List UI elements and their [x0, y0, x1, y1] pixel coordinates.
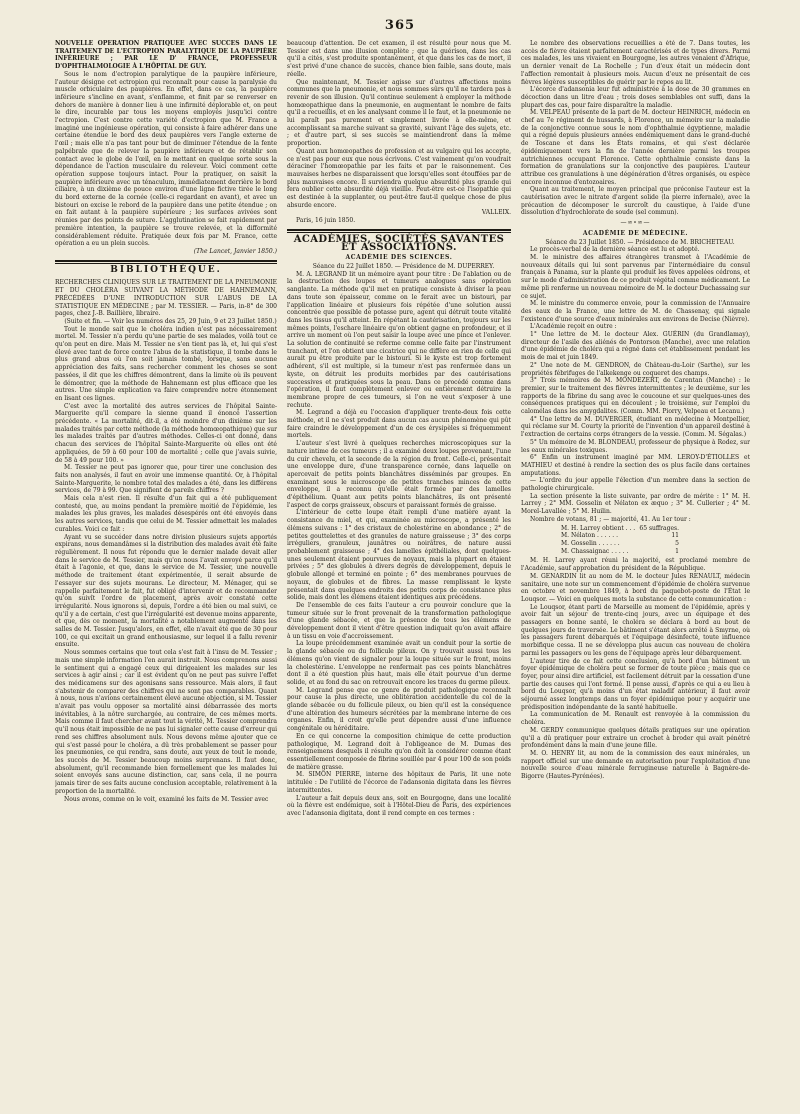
subsection-title-academie-sciences: ACADÉMIE DES SCIENCES.: [345, 254, 453, 262]
paragraph: M. Legrand a déjà eu l'occasion d'appliquer trente-deux fois cette méthode, et il ne s'est produit dans aucun cas aucun phénomène qui pût faire craindre le développement d'un de ces érysipèles si fréquemment mortels.: [287, 409, 511, 440]
section-title-bibliotheque: BIBLIOTHÈQUE.: [110, 264, 222, 275]
ornament-divider: —∞∘∞—: [620, 219, 651, 227]
paragraph: M. SIMON PIERRE, interne des hôpitaux de Paris, lit une note intitulée : De l'utilité de l'écorce de l'adansonia digitata dans les fièvres intermittentes.: [287, 771, 511, 794]
column-left: [55, 40, 277, 1106]
vote-count: 1: [675, 547, 679, 555]
paragraph: M. le ministre du commerce envoie, pour la commission de l'Annuaire des eaux de la France, une lettre de M. de Chassenay, qui signale l'existence d'une source d'eaux minérales aux environs de Decise (Nièvre).: [521, 300, 750, 323]
paragraph: Quant au traitement, le moyen principal que préconise l'auteur est la cautérisation avec le nitrate d'argent solide (la pierre infernale), avec la précaution de décomposer le surcroît du caustique, à l'aide d'une dissolution d'hydrochlorate de soude (sel commun).: [521, 186, 750, 217]
vote-count: 65 suffrages.: [639, 524, 679, 532]
paragraph: beaucoup d'attention. De cet examen, il est résulté pour nous que M. Tessier est dans une illusion complète ; que la guérison, dans les cas qu'il a cités, s'est produite spontanément, et que dans les cas de mort, il s'est privé d'une chance de succès, chance bien faible, sans doute, mais réelle.: [287, 40, 511, 78]
paragraph: M. O. HENRY lit, au nom de la commission des eaux minérales, un rapport officiel sur une demande en autorisation pour l'exploitation d'une nouvelle source d'eau minérale ferrugineuse naturelle à Bagnère-de-Bigorre (Hautes-Pyrénées).: [521, 749, 750, 781]
vote-candidate: M. Nélaton . . . . . .: [561, 532, 619, 540]
vote-count: 5: [675, 540, 679, 547]
paragraph: L'auteur a fait depuis deux ans, soit en Bourgogne, dans une localité où la fièvre est endémique, soit à l'Hôtel-Dieu de Paris, des expériences avec l'adansonia digitata, dont il rend compte en ces termes :: [287, 794, 511, 817]
vote-candidate: M. H. Larrey obtient . . .: [561, 524, 636, 532]
paragraph: L'auteur s'est livré à quelques recherches microscopiques sur la nature intime de ces tumeurs ; il a examiné deux loupes provenant, l'une du cuir chevelu, et la seconde de la région du front. Celle-ci, présentait une enveloppe dure, d'une transparence cornée, dans laquelle on apercevait de petits points blanchâtres disséminés par groupes. En examinant sous le microscope de petites tranches minces de cette enveloppe, il a reconnu qu'elle était formée par des lamelles d'épithélium. Quant aux petits points blanchâtres, ils ont présenté l'aspect de corps graisseux, obscurs et paraissant formés de graisse.: [287, 440, 511, 509]
paragraph: L'auteur tire de ce fait cette conclusion, qu'à bord d'un bâtiment un foyer épidémique de choléra peut se former de toute pièce ; mais que ce foyer, pour ainsi dire artificiel, est facilement détruit par la cessation d'une partie des causes qui l'ont formé. Il pense aussi, d'après ce qui a eu lieu à bord du Louqsor, qu'à moins d'un état maladif antérieur, il faut avoir séjourné assez longtemps dans un foyer épidémique pour y acquérir une prédisposition indépendante de la santé habituelle.: [521, 657, 750, 711]
column-middle: [287, 40, 511, 1106]
paragraph: Mais cela n'est rien. Il résulte d'un fait qui a été publiquement contesté, que, au moins pendant la première moitié de l'épidémie, les malades les plus graves, les malades désespérés ont été envoyés dans les autres services, tandis que celui de M. Tessier admettait les malades curables. Voici ce fait :: [55, 495, 277, 533]
list-item: 3° Trois mémoires de M. MONDEZERT, de Carentan (Manche) : le premier, sur le traitement des fièvres intermittentes ; le deuxième, sur les rapports de la fibrine du sang avec le coucoune et sur quelques-unes des conséquences pratiques qui en découlent ; le troisième, sur l'emploi du calomélas dans les amygdalites. (Comm. MM. Piorry, Velpeau et Lecanu.): [521, 377, 750, 416]
paragraph: M. A. LEGRAND lit un mémoire ayant pour titre : De l'ablation ou de la destruction des loupes et tumeurs analogues sans opération sanglante. La méthode qu'il met en pratique consiste à diviser la peau dans toute son épaisseur, comme on le ferait avec un bistouri, par l'application linéaire et plusieurs fois répétée d'une solution aussi concentrée que possible de potasse pure, agent qui détruit toute vitalité dans les tissus qu'il atteint. En répétant la cautérisation, toujours sur les mêmes points, l'eschare linéaire qu'on obtient gagne en profondeur, et il arrive un moment où l'on peut saisir la loupe avec une pince et l'enlever. La solution de continuité se referme comme celle faite par l'instrument tranchant, et l'on obtient une cicatrice qui ne diffère en rien de celle qui aurait pu être produite par le bistouri. Si le kyste est trop fortement adhérent, s'il est multiple, si la tumeur n'est pas renfermée dans un kyste, on détruit les produits morbides par des cautérisations successives et pratiquées sous la peau. Dans ce procédé comme dans l'opération, il faut complètement enlever ou entièrement détruire la membrane propre de ces tumeurs, si l'on ne veut s'exposer à une rechute.: [287, 270, 511, 409]
paragraph: La communication de M. Renault est renvoyée à la commission du choléra.: [521, 711, 750, 727]
subsection-title-academie-medecine: ACADÉMIE DE MÉDECINE.: [582, 229, 689, 237]
vote-table: [561, 525, 750, 556]
article-title-ectropion: NOUVELLE OPÉRATION PRATIQUÉE AVEC SUCCÈS DANS LE TRAITEMENT DE L'ECTROPION PARALYTIQUE DE LA PAUPIÈRE INFÉRIEURE ; PAR LE D' FRANCE, PROFESSEUR D'OPHTHALMOLOGIE À L'HÔPITAL DE GUY.: [55, 40, 277, 71]
paragraph: C'est avec la mortalité des autres services de l'hôpital Sainte-Marguerite qu'il compare la sienne quand il énoncé l'assertion précédente. « La mortalité, dit-il, a été moindre d'un dixième sur les malades traités par cette méthode (la méthode homœopathique) que sur les malades traités par d'autres méthodes. Celles-ci ont donné, dans chacun des services de l'hôpital Sainte-Marguerite où elles ont été appliquées, de 59 à 60 pour 100 de mortalité ; celle que j'avais suivie, de 58 à 49 pour 100. »: [55, 402, 277, 464]
paragraph: M. H. Larrey ayant réuni la majorité, est proclamé membre de l'Académie, sauf approbation du président de la République.: [521, 557, 750, 573]
paragraph: Nombre de votans, 81 ; — majorité, 41. Au 1er tour :: [530, 515, 691, 523]
paragraph: Tout le monde sait que le choléra indien n'est pas nécessairement mortel. M. Tessier n'a perdu qu'une partie de ses malades, voilà tout ce qu'on peut en dire. Mais M. Tessier ne s'en tient pas là, et, lui qui s'est élevé avec tant de force contre l'abus de la statistique, il tombe dans le plus grand abus où l'on soit jamais tombé, lorsque, sans aucune appréciation des faits, sans rechercher comment les choses se sont passées, il dit que les chiffres démontrent, dans la limite où ils peuvent le démontrer, que la méthode de Hahnemann est plus efficace que les autres. Une simple explication va faire comprendre notre étonnement en lisant ces lignes.: [55, 325, 277, 402]
paragraph: Le procès-verbal de la dernière séance est lu et adopté.: [530, 246, 700, 254]
column-right: [521, 40, 750, 1106]
list-item: 6° Enfin un instrument imaginé par MM. LEROY-D'ÉTIOLLES et MATHIEU et destiné à rendre la section des os plus facile dans certaines amputations.: [521, 454, 750, 477]
paragraph: M. le ministre des affaires étrangères transmet à l'Académie de nouveaux détails qui lui sont parvenus par l'intermédiaire du consul français à Panama, sur la plante qui produit les fèves appelées cédrons, et sur le mode d'administration de ce produit végétal comme médicament. Le même pli renferme un nouveau mémoire de M. le docteur Duchassaing sur ce sujet.: [521, 253, 750, 300]
list-item: 5° Un mémoire de M. BLONDEAU, professeur de physique à Rodez, sur les eaux minérales toxiques.: [521, 438, 750, 454]
paragraph: Sous le nom d'ectropion paralytique de la paupière inférieure, l'auteur désigne cet ectropion qui reconnaît pour cause la paralysie du muscle orbiculaire des paupières. En effet, dans ce cas, la paupière inférieure s'incline en avant, s'enflamme, et finit par se renverser en dehors de manière à donner lieu à une infirmité déplorable et, on peut le dire, incurable par tous les moyens employés jusqu'ici contre l'ectropion. C'est contre cette variété d'ectropion que M. France a imaginé une ingénieuse opération, qui consiste à faire adhérer dans une certaine étendue le bord des deux paupières vers l'angle externe de l'œil ; mais elle n'a pas tant pour but de diminuer l'étendue de la fente palpébrale que de relever la paupière inférieure et de rétablir son contact avec le globe de l'œil, en le mettant en quelque sorte sous la dépendance de l'action musculaire du releveur. Voici comment cette opération suppose toujours intact. Pour la pratiquer, on saisit la paupière inférieure avec un ténaculum, immédiatement derrière le bord ciliaire, à un dixième de pouce environ d'une ligne fictive tirée le long du bord externe de la cornée (celle-ci regardant en avant), et avec un bistouri on excise le rebord de la paupière dans une petite étendue ; on en fait autant à la paupière supérieure ; les surfaces avivées sont réunies par des points de suture. L'agglutination se fait rapidement par première intention, la paupière se trouve relevée, et la difformité considérablement réduite. Pratiquée deux fois par M. France, cette opération a eu un plein succès.: [55, 70, 277, 248]
vote-row: [561, 525, 679, 533]
paragraph: M. GERDY communique quelques détails pratiques sur une opération qu'il a dû pratiquer pour extraire un crochet à broder qui avait pénétré profondément dans la main d'une jeune fille.: [521, 726, 750, 750]
session-line: Séance du 22 Juillet 1850. — Présidence de M. DUPERREY.: [312, 262, 495, 270]
paragraph: L'intérieur de cette loupe était rempli d'une matière ayant la consistance du miel, et qui, examinée au microscope, a présenté les élémens suivans : 1° des cristaux de cholestérine en abondance ; 2° de petites gouttelettes et des granules de nature graisseuse ; 3° des corps irréguliers, granuleux, jaunâtres ou noirâtres, de nature aussi probablement graisseuse ; 4° des lamelles épithéliales, dont quelques-unes seulement étaient pourvues de noyaux, mais la plupart en étaient privées ; 5° des globules à divers degrés de développement, depuis le globule allongé et terminé en pointe ; 6° des membranes pourvues de noyaux, de globules et de fibres. La masse remplissant le kyste présentait dans quelques endroits des petits corps de consistance plus solide, mais dont les élémens étaient identiques aux précédens.: [287, 509, 511, 602]
source-citation: (The Lancet, Janvier 1850.): [193, 247, 277, 255]
paragraph: De l'ensemble de ces faits l'auteur a cru pouvoir conclure que la tumeur située sur le front provenait de la transformation pathologique d'une glande sébacée, et que la présence de tous les élémens de développement dont il vient d'être question indiquait qu'on avait affaire à un tissu en voie d'accroissement.: [287, 601, 511, 640]
vote-row: [561, 532, 679, 540]
paragraph: Le nombre des observations recueillies a été de 7. Dans toutes, les accès de fièvre étaient parfaitement caractérisés et de types divers. Parmi ces malades, les uns vivaient en Bourgogne, les autres venaient d'Afrique, un dernier venait de La Rochelle ; l'un d'eux était un médecin dont l'affection remontait à plusieurs mois. Aucun d'eux ne présentait de ces fièvres légères susceptibles de guérir par le repos au lit.: [521, 40, 750, 86]
section-divider: [55, 260, 277, 264]
vote-row: [561, 540, 679, 548]
paragraph: Ayant vu se succéder dans notre division plusieurs sujets apportés expirans, nous demandâmes si la distribution des malades avait été faite régulièrement. Il nous fut répondu que le dernier malade devait aller dans le service de M. Tessier, mais qu'on nous l'avait envoyé parce qu'il était à l'agonie, et que, dans le service de M. Tessier, une nouvelle méthode de traitement étant expérimentée, il serait absurde de l'essayer sur des sujets mourans. Le directeur, M. Ménager, qui se rappelle parfaitement le fait, fut obligé d'intervenir et de recommander qu'on suivît l'ordre de placement, après avoir constaté cette irrégularité. Nous ignorons si, depuis, l'ordre a été bien ou mal suivi, ce qu'il y a de certain, c'est que l'irrégularité est devenue moins apparente, et que, dès ce moment, la mortalité a notablement augmenté dans les salles de M. Tessier. Jusqu'alors, en effet, elle n'avait été que de 30 pour 100, ce qui excitait un grand enthousiasme, sur lequel il a fallu revenir ensuite.: [55, 533, 277, 649]
paragraph: La loupe précédemment examinée avait un conduit pour la sortie de la glande sébacée ou du follicule pileux. On y trouvait aussi tous les élémens qu'on vient de signaler pour la loupe située sur le front, moins la cholestérine. L'enveloppe ne renfermait pas ces points blanchâtres dont il a été question plus haut, mais elle était pourvue d'un derme solide, et au fond du sac on retrouvait encore les traces du germe pileux.: [287, 640, 511, 686]
paragraph: M. GENARDIN lit au nom de M. le docteur Jules RENAULT, médecin sanitaire, une note sur un commencement d'épidémie de choléra survenue en octobre et novembre 1849, à bord du paquebot-poste de l'État le Louqsor. — Voici en quelques mots la substance de cette communication :: [521, 572, 750, 603]
paragraph: — L'ordre du jour appelle l'élection d'un membre dans la section de pathologie chirurgicale.: [521, 477, 750, 493]
paragraph: En ce qui concerne la composition chimique de cette production pathologique, M. Legrand doit à l'obligeance de M. Dumas des renseignemens desquels il résulte qu'on doit la considérer comme étant essentiellement composée de fibrine souillée par 4 pour 100 de son poids de matière grasse.: [287, 732, 511, 771]
paragraph: M. Legrand pense que ce genre de produit pathologique reconnaît pour cause la plus directe, une oblitération accidentelle du col de la glande sébacée ou du follicule pileux, ou bien qu'il est la conséquence d'une altération des humeurs sécrétées par la membrane interne de ces organes. Enfin, il croit qu'elle peut dépendre aussi d'une influence congénitale ou héréditaire.: [287, 686, 511, 733]
vote-row: [561, 548, 679, 556]
paragraph: La section présente la liste suivante, par ordre de mérite : 1° M. H. Larrey ; 2° MM. Gosselin et Nélaton ex æquo ; 3° M. Cullerier ; 4° M. Morel-Lavallée ; 5° M. Huilin.: [521, 492, 750, 516]
continuation-note: (Suite et fin. — Voir les numéros des 25, 29 Juin, 9 et 23 Juillet 1850.): [64, 317, 277, 325]
page-number: 365: [384, 18, 416, 33]
paragraph: M. VELPEAU présente de la part de M. docteur HEINRICH, médecin en chef au 7e régiment de hussards, à Florence, un mémoire sur la maladie de la conjonctive connue sous le nom d'ophthalmie égyptienne, maladie qui a régné depuis plusieurs années endémiquement dans le grand-duché de Toscane et dans les États romains, et qui s'est déclarée épidémiquement vers la fin de l'année dernière parmi les troupes autrichiennes occupant Florence. Cette ophthalmie consiste dans la formation de granulations sur la conjonctive des paupières. L'auteur attribue ces granulations à une dégénération d'êtres organisés, ou espèce encore inconnue d'entozoaires.: [521, 109, 750, 186]
list-item: 2° Une note de M. GENDRON, de Château-du-Loir (Sarthe), sur les propriétés fébrifuges de l'alkekenge ou coqueret des champs.: [521, 361, 750, 377]
paragraph: M. Tessier ne peut pas ignorer que, pour tirer une conclusion des faits non analysés, il faut en avoir une immense quantité. Or, à l'hôpital Sainte-Marguerite, le nombre total des malades a été, dans les différens services, de 79 à 99. Que signifient de pareils chiffres ?: [55, 464, 277, 495]
paragraph: Nous sommes certains que tout cela s'est fait à l'insu de M. Tessier ; mais une simple information l'en aurait instruit. Nous comprenons aussi le sentiment qui a engagé ceux qui dirigeaient les malades sur les services à agir ainsi ; car il est évident qu'on ne peut pas suivre l'effet des médicamens sur des agonisans sans ressource. Mais alors, il faut s'abstenir de comparer des chiffres qui ne sont pas comparables. Quant à nous, nous n'avions certainement élevé aucune objection, si M. Tessier n'avait pas voulu opposer sa mortalité ainsi débarrassée des morts inévitables, à la nôtre surchargée, au contraire, de ces mêmes morts. Mais comme il faut chercher avant tout la vérité, M. Tessier comprendra qu'il nous était impossible de ne pas lui signaler cette cause d'erreur qui rend ses chiffres absolument nuls. Nous devons même ajouter que ce qui s'est passé pour le choléra, a dû très probablement se passer pour les pneumonies, ce qui rendra, sans doute, aux yeux de tout le monde, les succès de M. Tessier beaucoup moins surprenans. Il faut donc, absolument, qu'il recommande bien formellement que les malades lui soient envoyés sans aucune distinction, car, sans cela, il ne pourra jamais tirer de ses faits aucune conclusion acceptable, relativement à la proportion de la mortalité.: [55, 649, 277, 795]
dateline: Paris, 16 juin 1850.: [296, 217, 356, 225]
vote-candidate: M. Chassaignac . . . . .: [561, 547, 629, 555]
paragraph: Quant aux homœopathes de profession et au vulgaire qui les accepte, ce n'est pas pour eux que nous écrivons. C'est vainement qu'on voudrait déraciner l'homœopathie par les faits et par le raisonnement. Ces mauvaises herbes ne disparaissent que lorsqu'elles sont étouffées par de plus mauvaises encore. Il surviendra quelque absurdité plus grande qui fera oublier cette absurdité déjà vieillie. Peut-être est-ce l'isopathie qui est destinée à la supplanter, ou peut-être faut-il quelque chose de plus absurde encore.: [287, 147, 511, 209]
session-line: Séance du 23 Juillet 1850. — Présidence de M. BRICHETEAU.: [545, 238, 735, 246]
section-divider: [287, 229, 511, 233]
paragraph: Le Louqsor, étant parti de Marseille au moment de l'épidémie, après y avoir fait un séjour de trente-cinq jours, avec un équipage et des passagers en bonne santé, le choléra se déclara à bord au bout de quelques jours de traversée. Le bâtiment s'étant alors arrêté à Smyrne, où les passagers furent débarqués et l'équipage désinfecté, toute influence morbifique cessa. Il ne se développa plus aucun cas nouveau de choléra parmi les passagers ou les gens de l'équipage après leur débarquement.: [521, 603, 750, 657]
vote-candidate: M. Gosselin . . . . . .: [561, 540, 620, 547]
paragraph: L'Académie reçoit en outre :: [530, 323, 617, 331]
list-item: 1° Une lettre de M. le docteur Alex. GUÉRIN (du Grandlamay), directeur de l'asile des aliénés de Pontorson (Manche), avec une relation d'une épidémie de choléra qui a régné dans cet établissement pendant les mois de mai et juin 1849.: [521, 331, 750, 362]
vote-count: 11: [671, 532, 679, 540]
paragraph: Nous avons, comme on le voit, examiné les faits de M. Tessier avec: [64, 795, 269, 803]
book-title: RECHERCHES CLINIQUES SUR LE TRAITEMENT DE LA PNEUMONIE ET DU CHOLÉRA SUIVANT LA MÉTHODE DE HAHNEMANN, PRÉCÉDÉES D'UNE INTRODUCTION SUR L'ABUS DE LA STATISTIQUE EN MÉDECINE ; par M. TESSIER. — Paris, in-8° de 300 pages, chez J.-B. Baillière, libraire.: [55, 279, 277, 318]
section-title-academies: ACADÉMIES, SOCIÉTÉS SAVANTES ET ASSOCIATIONS.: [293, 233, 505, 253]
paragraph: L'écorce d'adansonia leur fut administrée à la dose de 30 grammes en décoction dans un litre d'eau ; trois doses semblables ont suffi, dans la plupart des cas, pour faire disparaître la maladie.: [521, 86, 750, 109]
list-item: 4° Une lettre de M. DUVERGER, étudiant en médecine à Montpellier, qui réclame sur M. Courty la priorité de l'invention d'un appareil destiné à l'extraction de certains corps étrangers de la vessie. (Comm. M. Ségalas.): [521, 415, 750, 439]
paragraph: Que maintenant, M. Tessier agisse sur d'autres affections moins communes que la pneumonie, et nous sommes sûrs qu'il ne tardera pas à revenir de son illusion. Qu'il continue seulement à employer la méthode homœopathique dans la pneumonie, en augmentant le nombre de faits qu'il a recueillis, et en les analysant comme il le faut, et la pneumonie ne lui paraît pas purement et simplement livrée à elle-même, et accomplissant sa marche suivant sa gravité, suivant l'âge des sujets, etc. ; et d'autre part, si ses succès se maintiendront dans la même proportion.: [287, 78, 511, 148]
author-signature: VALLEIX.: [481, 209, 511, 217]
